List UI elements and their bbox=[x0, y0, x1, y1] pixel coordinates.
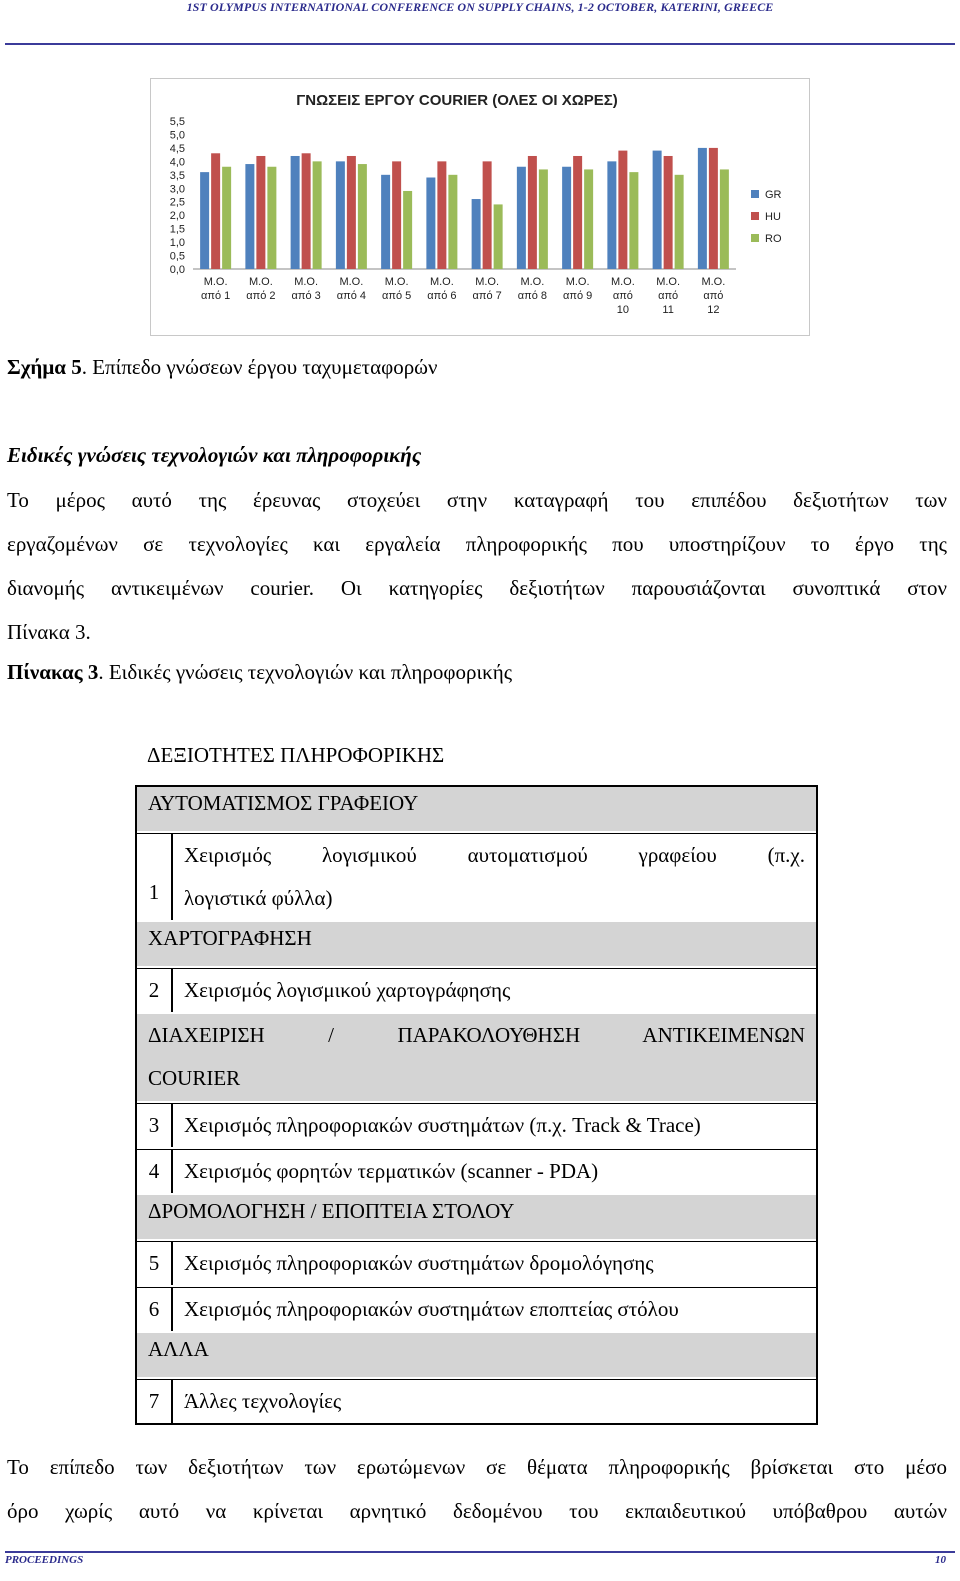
bar-ro bbox=[675, 175, 684, 269]
table-row bbox=[137, 1287, 816, 1333]
item-description: Χειρισμός λογισμικού χαρτογράφησης bbox=[184, 978, 511, 1002]
table-title: ΔΕΞΙΟΤΗΤΕΣ ΠΛΗΡΟΦΟΡΙΚΗΣ bbox=[147, 743, 445, 767]
table-row bbox=[137, 1103, 816, 1149]
table-caption bbox=[7, 662, 512, 683]
x-tick-label: από bbox=[703, 290, 724, 302]
y-tick-label: 0,5 bbox=[169, 250, 185, 263]
table-label: Πίνακας 3 bbox=[7, 660, 99, 684]
item-number: 1 bbox=[137, 834, 173, 920]
bar-chart-figure bbox=[150, 78, 810, 336]
item-number: 2 bbox=[137, 969, 173, 1012]
x-tick-label: από bbox=[658, 290, 679, 302]
item-row-2 bbox=[137, 968, 816, 1012]
x-tick-label: Μ.Ο. bbox=[520, 276, 545, 288]
x-tick-label: από 4 bbox=[336, 290, 366, 302]
category-row bbox=[137, 1195, 816, 1241]
x-tick-label: από 8 bbox=[517, 290, 547, 302]
item-description: Χειρισμός φορητών τερματικών (scanner - PDA) bbox=[184, 1159, 599, 1183]
legend-label-ro: RO bbox=[765, 233, 782, 245]
y-tick-label: 3,0 bbox=[169, 183, 185, 196]
bar-gr bbox=[607, 161, 616, 269]
paragraph2-line1: Το επίπεδο των δεξιοτήτων των ερωτώμενων σε θέματα πληροφορικής βρίσκεται στο μέσο bbox=[7, 1455, 947, 1479]
figure-label: Σχήμα 5 bbox=[7, 355, 82, 379]
table-row bbox=[137, 1379, 816, 1423]
category-line1: ΔΙΑΧΕΙΡΙΣΗ / ΠΑΡΑΚΟΛΟΥΘΗΣΗ ΑΝΤΙΚΕΙΜΕΝΩΝ bbox=[148, 1023, 805, 1047]
bar-gr bbox=[698, 148, 707, 269]
y-tick-label: 0,0 bbox=[169, 264, 185, 276]
bar-ro bbox=[539, 169, 548, 269]
paragraph1-line2: εργαζομένων σε τεχνολογίες και εργαλεία πληροφορικής που υποστηρίζουν το έργο της bbox=[7, 532, 947, 556]
item-row-6 bbox=[137, 1287, 816, 1331]
x-tick-label: από 3 bbox=[291, 290, 321, 302]
bar-hu bbox=[573, 156, 582, 269]
bar-ro bbox=[629, 172, 638, 269]
footer-rule bbox=[5, 1551, 955, 1553]
item-description: Χειρισμός πληροφοριακών συστημάτων (π.χ. Track & Trace) bbox=[184, 1113, 701, 1137]
item-description: Χειρισμός πληροφοριακών συστημάτων εποπτείας στόλου bbox=[184, 1297, 679, 1321]
item1-line1: Χειρισμός λογισμικού αυτοματισμού γραφείου (π.χ. bbox=[184, 843, 805, 867]
x-tick-label: 11 bbox=[662, 304, 674, 316]
bar-gr bbox=[562, 167, 571, 269]
bar-gr bbox=[472, 199, 481, 269]
item-row-7 bbox=[137, 1379, 816, 1423]
x-tick-label: Μ.Ο. bbox=[294, 276, 319, 288]
category-routing-fleet: ΔΡΟΜΟΛΟΓΗΣΗ / ΕΠΟΠΤΕΙΑ ΣΤΟΛΟΥ bbox=[137, 1195, 816, 1239]
bar-ro bbox=[222, 167, 231, 269]
category-office-automation: ΑΥΤΟΜΑΤΙΣΜΟΣ ΓΡΑΦΕΙΟΥ bbox=[137, 787, 816, 831]
x-tick-label: από 6 bbox=[427, 290, 457, 302]
bar-hu bbox=[211, 153, 220, 269]
figure-caption-text: . Επίπεδο γνώσεων έργου ταχυμεταφορών bbox=[81, 355, 438, 379]
footer-label: PROCEEDINGS bbox=[5, 1554, 84, 1566]
x-tick-label: Μ.Ο. bbox=[384, 276, 409, 288]
bar-hu bbox=[256, 156, 265, 269]
bar-hu bbox=[528, 156, 537, 269]
bar-gr bbox=[653, 151, 662, 269]
bar-ro bbox=[358, 164, 367, 269]
category-row bbox=[137, 787, 816, 833]
page-number: 10 bbox=[935, 1554, 946, 1566]
x-tick-label: Μ.Ο. bbox=[203, 276, 228, 288]
category-other: ΑΛΛΑ bbox=[137, 1333, 816, 1377]
table-row bbox=[137, 1241, 816, 1287]
bar-ro bbox=[448, 175, 457, 269]
x-tick-label: Μ.Ο. bbox=[475, 276, 500, 288]
x-tick-label: Μ.Ο. bbox=[701, 276, 726, 288]
x-tick-label: από 2 bbox=[246, 290, 276, 302]
item-row-1 bbox=[137, 833, 816, 920]
y-tick-label: 1,0 bbox=[169, 237, 185, 250]
table-row bbox=[137, 833, 816, 922]
skills-table bbox=[135, 785, 818, 1425]
x-tick-label: από bbox=[612, 290, 633, 302]
bar-ro bbox=[720, 169, 729, 269]
table-row bbox=[137, 1149, 816, 1195]
item-row-3 bbox=[137, 1103, 816, 1147]
y-tick-label: 1,5 bbox=[169, 223, 185, 236]
x-tick-label: από 1 bbox=[201, 290, 231, 302]
item-description bbox=[173, 834, 816, 920]
item-number: 4 bbox=[137, 1150, 173, 1193]
bar-gr bbox=[200, 172, 209, 269]
bar-hu bbox=[437, 161, 446, 269]
x-tick-label: 12 bbox=[707, 304, 720, 316]
bar-gr bbox=[245, 164, 254, 269]
legend-label-gr: GR bbox=[765, 189, 782, 201]
y-tick-label: 2,0 bbox=[169, 210, 185, 223]
category-courier-tracking bbox=[137, 1014, 816, 1101]
bar-hu bbox=[347, 156, 356, 269]
paragraph2-line2: όρο χωρίς αυτό να κρίνεται αρνητικό δεδομένου του εκπαιδευτικού υπόβαθρου αυτών bbox=[7, 1499, 947, 1523]
header-rule bbox=[5, 43, 955, 45]
chart-title: ΓΝΩΣΕΙΣ ΕΡΓΟΥ COURIER (ΟΛΕΣ ΟΙ ΧΩΡΕΣ) bbox=[296, 92, 618, 109]
x-tick-label: Μ.Ο. bbox=[656, 276, 681, 288]
bar-ro bbox=[267, 167, 276, 269]
y-tick-label: 5,5 bbox=[169, 116, 185, 128]
bar-hu bbox=[709, 148, 718, 269]
bar-ro bbox=[494, 204, 503, 269]
category-mapping: ΧΑΡΤΟΓΡΑΦΗΣΗ bbox=[137, 922, 816, 966]
paragraph1-line1: Το μέρος αυτό της έρευνας στοχεύει στην καταγραφή του επιπέδου δεξιοτήτων των bbox=[7, 488, 947, 512]
item-number: 7 bbox=[137, 1380, 173, 1423]
legend-swatch-ro bbox=[751, 234, 759, 242]
category-line2: COURIER bbox=[148, 1066, 241, 1090]
bar-hu bbox=[664, 156, 673, 269]
item-number: 5 bbox=[137, 1242, 173, 1285]
bar-gr bbox=[291, 156, 300, 269]
x-tick-label: Μ.Ο. bbox=[429, 276, 454, 288]
item-number: 3 bbox=[137, 1104, 173, 1147]
legend-label-hu: HU bbox=[765, 211, 781, 223]
bar-ro bbox=[313, 161, 322, 269]
bar-ro bbox=[403, 191, 412, 269]
x-tick-label: από 9 bbox=[563, 290, 593, 302]
item-row-5 bbox=[137, 1241, 816, 1285]
paragraph1-line3: διανομής αντικειμένων courier. Οι κατηγορίες δεξιοτήτων παρουσιάζονται συνοπτικά στον bbox=[7, 576, 947, 600]
bar-ro bbox=[584, 169, 593, 269]
item-description: Άλλες τεχνολογίες bbox=[184, 1389, 342, 1413]
bar-hu bbox=[302, 153, 311, 269]
section-heading: Ειδικές γνώσεις τεχνολογιών και πληροφορικής bbox=[7, 443, 422, 467]
figure-caption bbox=[7, 357, 438, 378]
x-tick-label: Μ.Ο. bbox=[565, 276, 590, 288]
x-tick-label: από 7 bbox=[472, 290, 502, 302]
y-tick-label: 2,5 bbox=[169, 196, 185, 209]
y-tick-label: 4,0 bbox=[169, 156, 185, 169]
running-header: 1ST OLYMPUS INTERNATIONAL CONFERENCE ON SUPPLY CHAINS, 1-2 OCTOBER, KATERINI, GREECE bbox=[186, 0, 774, 14]
bar-hu bbox=[392, 161, 401, 269]
bar-hu bbox=[618, 151, 627, 269]
table-caption-text: . Ειδικές γνώσεις τεχνολογιών και πληροφορικής bbox=[98, 660, 513, 684]
bar-gr bbox=[426, 178, 435, 269]
category-row bbox=[137, 1333, 816, 1379]
bar-gr bbox=[336, 161, 345, 269]
x-tick-label: 10 bbox=[616, 304, 629, 316]
table-row bbox=[137, 968, 816, 1014]
x-tick-label: Μ.Ο. bbox=[248, 276, 273, 288]
y-tick-label: 5,0 bbox=[169, 129, 185, 142]
x-tick-label: Μ.Ο. bbox=[339, 276, 364, 288]
category-row bbox=[137, 922, 816, 968]
item1-line2: λογιστικά φύλλα) bbox=[184, 886, 333, 910]
legend-swatch-gr bbox=[751, 190, 759, 198]
x-tick-label: Μ.Ο. bbox=[610, 276, 635, 288]
bar-gr bbox=[517, 167, 526, 269]
y-tick-label: 3,5 bbox=[169, 169, 185, 182]
item-description: Χειρισμός πληροφοριακών συστημάτων δρομολόγησης bbox=[184, 1251, 654, 1275]
category-row bbox=[137, 1014, 816, 1103]
bar-chart bbox=[151, 79, 809, 335]
x-tick-label: από 5 bbox=[382, 290, 412, 302]
paragraph1-line4: Πίνακα 3. bbox=[7, 620, 91, 644]
item-number: 6 bbox=[137, 1288, 173, 1331]
bar-gr bbox=[381, 175, 390, 269]
bar-hu bbox=[483, 161, 492, 269]
item-row-4 bbox=[137, 1149, 816, 1193]
y-tick-label: 4,5 bbox=[169, 142, 185, 155]
legend-swatch-hu bbox=[751, 212, 759, 220]
